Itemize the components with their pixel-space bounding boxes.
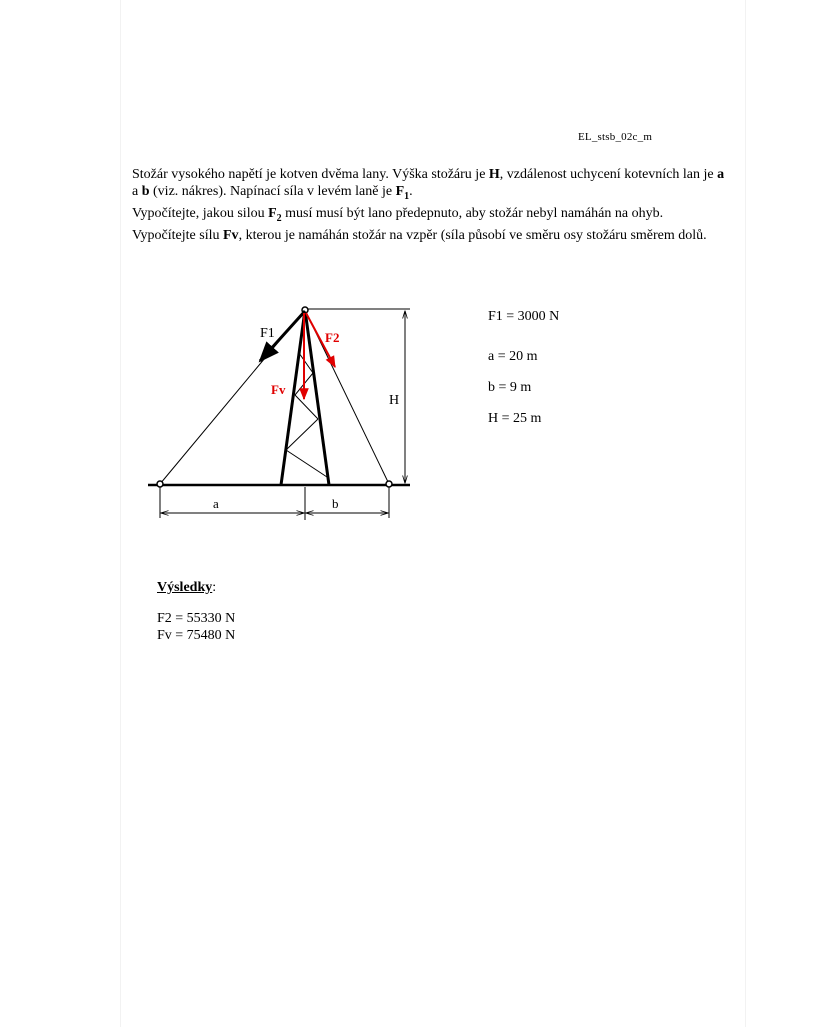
given-a: a = 20 m [488, 349, 538, 364]
results-colon: : [212, 580, 217, 595]
text-segment: . [409, 184, 413, 200]
label-f1: F1 [260, 326, 275, 341]
var-fv: Fv [223, 228, 239, 244]
given-h: H = 25 m [488, 411, 542, 426]
text-segment: Stožár vysokého napětí je kotven dvěma lany. Výška stožáru je [132, 167, 489, 182]
label-f2: F2 [325, 330, 340, 345]
given-b: b = 9 m [488, 380, 532, 395]
var-f2-letter: F [268, 206, 277, 222]
var-f2 [268, 206, 282, 224]
label-b: b [332, 496, 339, 511]
text-segment: Vypočítejte sílu [132, 228, 223, 244]
mast-left-leg [281, 310, 305, 485]
label-fv: Fv [271, 382, 286, 397]
problem-statement [132, 166, 732, 244]
left-anchor [157, 481, 163, 487]
text-segment: , kterou je namáhán stožár na vzpěr (síla působí ve směru osy stožáru směrem dolů. [238, 228, 707, 244]
mast-diagram [140, 295, 420, 525]
results-heading: Výsledky [157, 580, 213, 595]
var-f1 [395, 184, 410, 202]
result-f2: F2 = 55330 N [157, 611, 236, 626]
text-segment: a [132, 184, 142, 200]
document-id: EL_stsb_02c_m [578, 131, 653, 143]
problem-paragraph-1 [132, 166, 732, 205]
results-gap [157, 596, 235, 610]
page-edge-right [745, 0, 746, 1027]
var-f1-sub: 1 [404, 191, 410, 202]
text-segment: , vzdálenost uchycení kotevních lan je [499, 167, 718, 182]
var-h: H [488, 167, 500, 182]
result-fv: Fv = 75480 N [157, 628, 236, 643]
problem-paragraph-3 [132, 227, 732, 244]
label-a: a [213, 496, 219, 511]
given-f1: F1 = 3000 N [488, 309, 560, 324]
var-a: a [717, 167, 725, 182]
results-heading-line [157, 579, 235, 596]
text-segment: (viz. nákres). Napínací síla v levém laně je [149, 184, 396, 200]
label-h: H [389, 393, 400, 408]
text-segment: musí musí být lano předepnuto, aby stožár nebyl namáhán na ohyb. [281, 206, 664, 222]
var-f1-letter: F [395, 184, 405, 200]
problem-paragraph-2 [132, 205, 732, 227]
right-anchor [386, 481, 392, 487]
var-b: b [141, 184, 150, 200]
results-section [157, 579, 235, 644]
page-edge-left [120, 0, 121, 1027]
text-segment: Vypočítejte, jakou silou [132, 206, 269, 222]
var-f2-sub: 2 [276, 213, 282, 224]
